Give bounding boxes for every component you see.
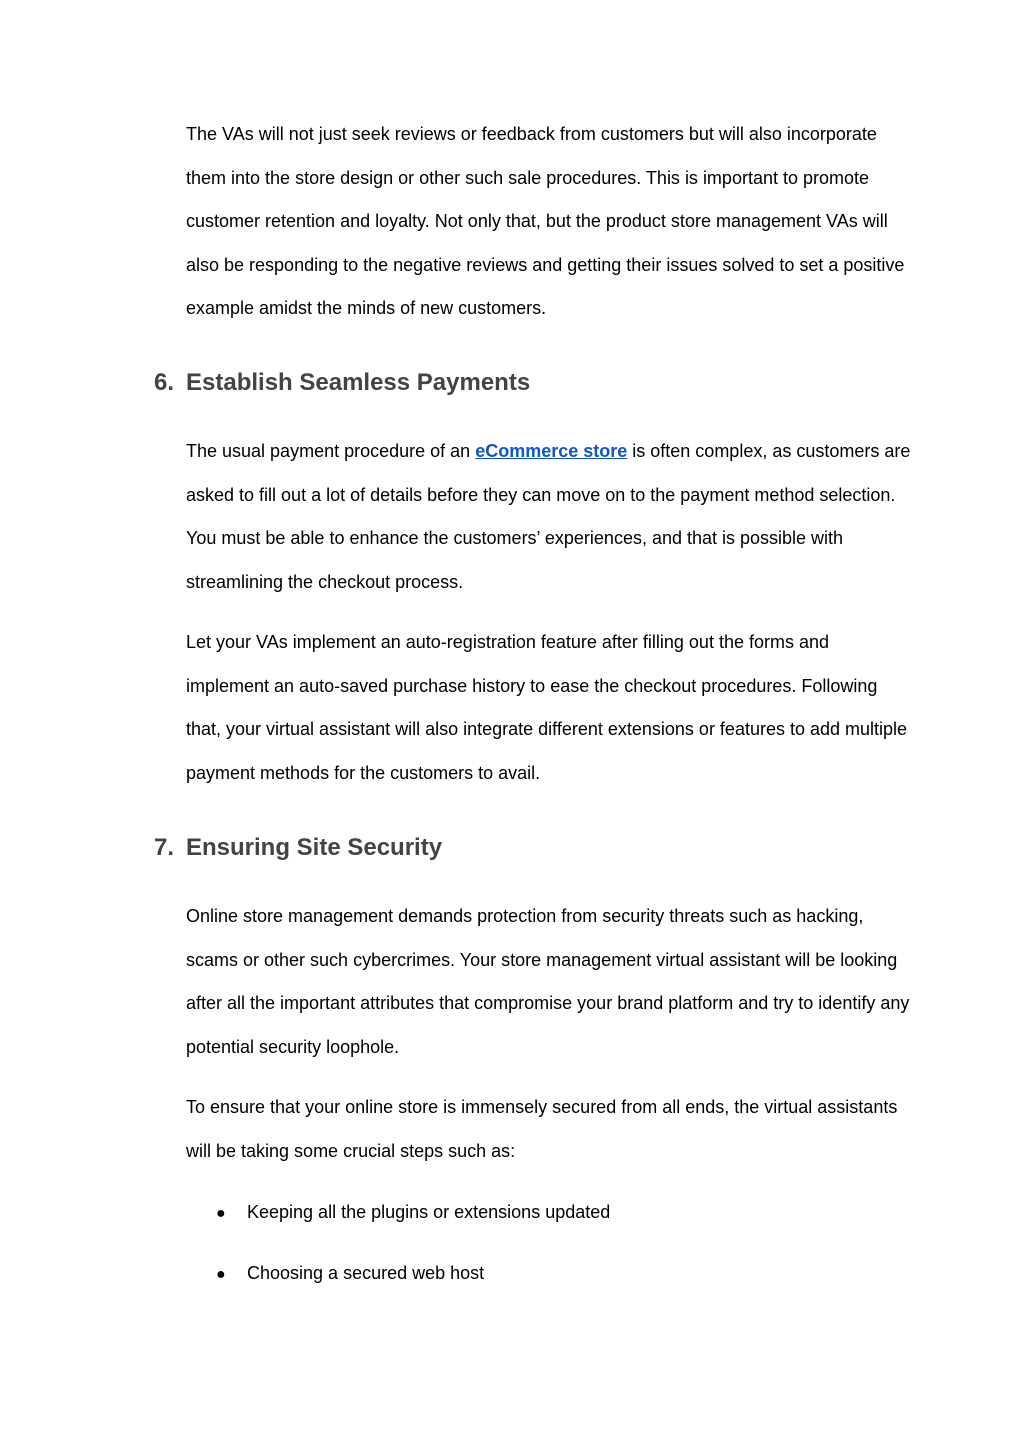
section-7-heading [154,833,442,863]
section-7-number: 7. [154,834,175,861]
section-6-paragraph-2: Let your VAs implement an auto-registration feature after filling out the forms and implement an auto-saved purchase history to ease the checkout procedures. Following that, your virtual assistant will also integrate different extensions or features to add multiple payment methods for the customers to avail. [186,632,908,783]
list-item-text: Keeping all the plugins or extensions updated [247,1202,611,1222]
bullet-icon: ● [216,1266,226,1283]
bullet-icon: ● [216,1205,226,1222]
ecommerce-store-link[interactable]: eCommerce store [475,441,628,461]
section-6-p1-text-before: The usual payment procedure of an [186,441,476,461]
section-7-paragraph-2: To ensure that your online store is immensely secured from all ends, the virtual assistants will be taking some crucial steps such as: [186,1097,898,1161]
section-6-p1-text-after: is often complex, as customers are asked to fill out a lot of details before they can move on to the payment method selection. You must be able to enhance the customers’ experiences, and that is possible with streamlining the checkout process. [186,441,911,592]
section-6-heading [154,368,530,398]
section-6-paragraph-1 [186,430,916,604]
section-7-title: Ensuring Site Security [186,834,443,861]
section-6-number: 6. [154,369,175,396]
section-6-title: Establish Seamless Payments [186,369,531,396]
list-item-text: Choosing a secured web host [247,1263,485,1283]
intro-paragraph: The VAs will not just seek reviews or feedback from customers but will also incorporate them into the store design or other such sale procedures. This is important to promote customer retention and loyalty. Not only that, but the product store management VAs will also be responding to the negative reviews and getting their issues solved to set a positive example amidst the minds of new customers. [186,124,905,318]
list-item [216,1261,484,1287]
list-item [216,1200,610,1226]
section-7-paragraph-1: Online store management demands protection from security threats such as hacking, scams or other such cybercrimes. Your store management virtual assistant will be looking after all the important attributes that compromise your brand platform and try to identify any potential security loophole. [186,906,910,1057]
